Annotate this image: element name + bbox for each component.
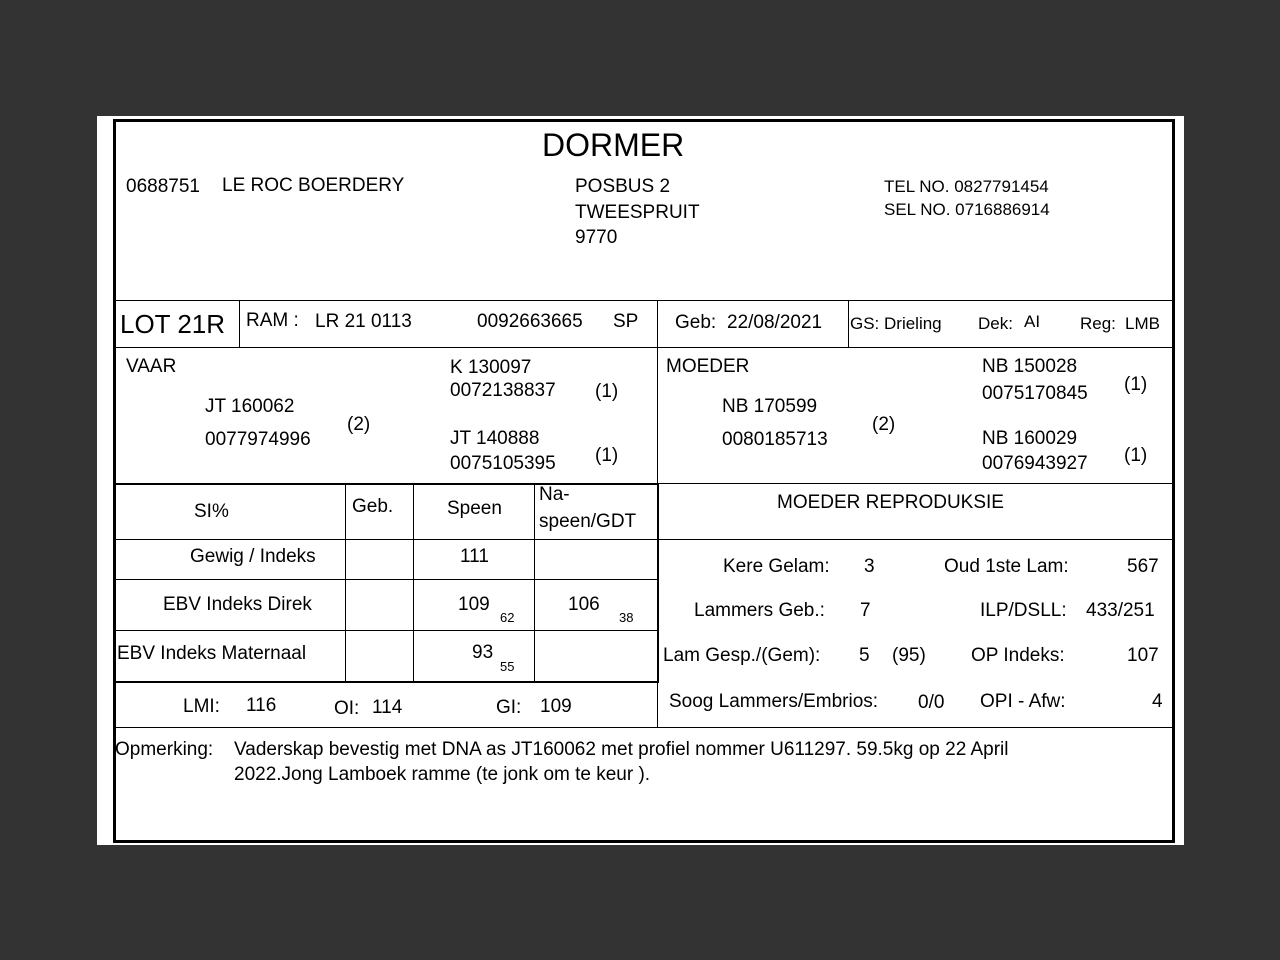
divider (848, 300, 849, 347)
oi-value: 114 (372, 697, 403, 718)
owner-number: 0688751 (126, 176, 200, 197)
sire-dam-count: (1) (595, 445, 619, 466)
divider (534, 483, 535, 681)
lambs-born-value: 7 (860, 600, 871, 621)
weaning-ebv-maternal-accuracy: 55 (500, 659, 515, 674)
dam-sire-id: NB 150028 (982, 356, 1078, 377)
register-value: LMB (1125, 314, 1160, 333)
row-label-weight-index: Gewig / Indeks (190, 546, 316, 567)
gi-value: 109 (540, 696, 572, 717)
divider (116, 681, 659, 683)
divider (116, 579, 657, 580)
postweaning-ebv-direct: 106 (568, 594, 600, 615)
divider (345, 483, 346, 681)
birth-status: GS: Drieling (850, 314, 942, 333)
dam-id: NB 170599 (722, 396, 818, 417)
ram-id: LR 21 0113 (315, 311, 412, 332)
dam-dam-count: (1) (1124, 445, 1148, 466)
sire-label: VAAR (126, 356, 177, 377)
sire-sire-registration: 0072138837 (450, 380, 556, 401)
dam-registration: 0080185713 (722, 429, 828, 450)
birth-date: 22/08/2021 (727, 312, 823, 333)
postweaning-ebv-direct-accuracy: 38 (619, 610, 634, 625)
birth-weight-header: Geb. (352, 496, 394, 517)
row-label-ebv-maternal: EBV Indeks Maternaal (117, 643, 307, 664)
ilp-dsll-label: ILP/DSLL: (980, 600, 1067, 621)
dam-label: MOEDER (666, 356, 750, 377)
weaning-ebv-maternal: 93 (472, 642, 494, 663)
weaning-weight-index: 111 (460, 546, 489, 567)
times-lambed-label: Kere Gelam: (723, 556, 830, 577)
sire-offspring-count: (2) (347, 414, 371, 435)
age-first-lamb-label: Oud 1ste Lam: (944, 556, 1069, 577)
breed-title: DORMER (542, 127, 685, 163)
sire-dam-registration: 0075105395 (450, 453, 556, 474)
weaning-ebv-direct: 109 (458, 594, 490, 615)
gi-label: GI: (496, 697, 522, 718)
address-line-1: POSBUS 2 (575, 176, 671, 197)
lambs-born-label: Lammers Geb.: (694, 600, 825, 621)
ram-registration: 0092663665 (477, 311, 583, 332)
dam-offspring-count: (2) (872, 414, 896, 435)
op-index-label: OP Indeks: (971, 645, 1065, 666)
lot-card (113, 119, 1175, 843)
divider (657, 483, 659, 683)
opi-deviation-label: OPI - Afw: (980, 691, 1066, 712)
op-index-value: 107 (1127, 645, 1159, 666)
divider (657, 483, 1172, 484)
sire-sire-count: (1) (595, 381, 619, 402)
mating-value: AI (1024, 312, 1041, 331)
suckled-lambs-value: 0/0 (918, 692, 945, 713)
dam-sire-count: (1) (1124, 374, 1148, 395)
divider (116, 539, 657, 540)
postweaning-header-line2: speen/GDT (539, 511, 637, 532)
lambs-weaned-average: (95) (892, 645, 926, 666)
birth-label: Geb: (675, 312, 717, 333)
ram-grade: SP (613, 311, 639, 332)
divider (116, 300, 1172, 301)
tel-number: TEL NO. 0827791454 (884, 177, 1049, 196)
divider (116, 727, 1172, 728)
dam-dam-registration: 0076943927 (982, 453, 1088, 474)
postweaning-header-line1: Na- (539, 484, 570, 505)
divider (413, 483, 414, 681)
divider (116, 347, 1172, 348)
weaning-ebv-direct-accuracy: 62 (500, 610, 515, 625)
suckled-lambs-label: Soog Lammers/Embrios: (669, 691, 879, 712)
sire-registration: 0077974996 (205, 429, 311, 450)
remarks-line-1: Vaderskap bevestig met DNA as JT160062 met profiel nommer U611297. 59.5kg op 22 April (234, 739, 1009, 760)
catalogue-page (97, 116, 1184, 845)
register-label: Reg: (1080, 314, 1116, 333)
lmi-value: 116 (246, 695, 277, 716)
times-lambed-value: 3 (864, 556, 875, 577)
divider (239, 300, 240, 347)
sire-dam-id: JT 140888 (450, 428, 540, 449)
lambs-weaned-value: 5 (859, 645, 870, 666)
oi-label: OI: (334, 698, 360, 719)
address-line-3: 9770 (575, 227, 618, 248)
si-header: SI% (194, 501, 229, 522)
age-first-lamb-value: 567 (1127, 556, 1159, 577)
reproduction-title: MOEDER REPRODUKSIE (777, 492, 1004, 513)
divider (116, 483, 659, 485)
row-label-ebv-direct: EBV Indeks Direk (163, 594, 312, 615)
lambs-weaned-label: Lam Gesp./(Gem): (663, 645, 821, 666)
divider (657, 300, 658, 347)
divider (116, 630, 657, 631)
sire-sire-id: K 130097 (450, 357, 532, 378)
sel-number: SEL NO. 0716886914 (884, 200, 1050, 219)
owner-name: LE ROC BOERDERY (222, 175, 405, 196)
lmi-label: LMI: (183, 696, 220, 717)
weaning-header: Speen (447, 498, 502, 519)
mating-label: Dek: (978, 314, 1013, 333)
address-line-2: TWEESPRUIT (575, 202, 700, 223)
ilp-dsll-value: 433/251 (1086, 600, 1155, 621)
ram-label: RAM : (246, 310, 299, 331)
remarks-label: Opmerking: (115, 739, 214, 760)
sire-id: JT 160062 (205, 396, 295, 417)
remarks-line-2: 2022.Jong Lamboek ramme (te jonk om te keur ). (234, 764, 651, 785)
divider (657, 539, 1172, 540)
opi-deviation-value: 4 (1152, 691, 1163, 712)
lot-number: LOT 21R (120, 309, 226, 339)
dam-sire-registration: 0075170845 (982, 383, 1088, 404)
dam-dam-id: NB 160029 (982, 428, 1078, 449)
